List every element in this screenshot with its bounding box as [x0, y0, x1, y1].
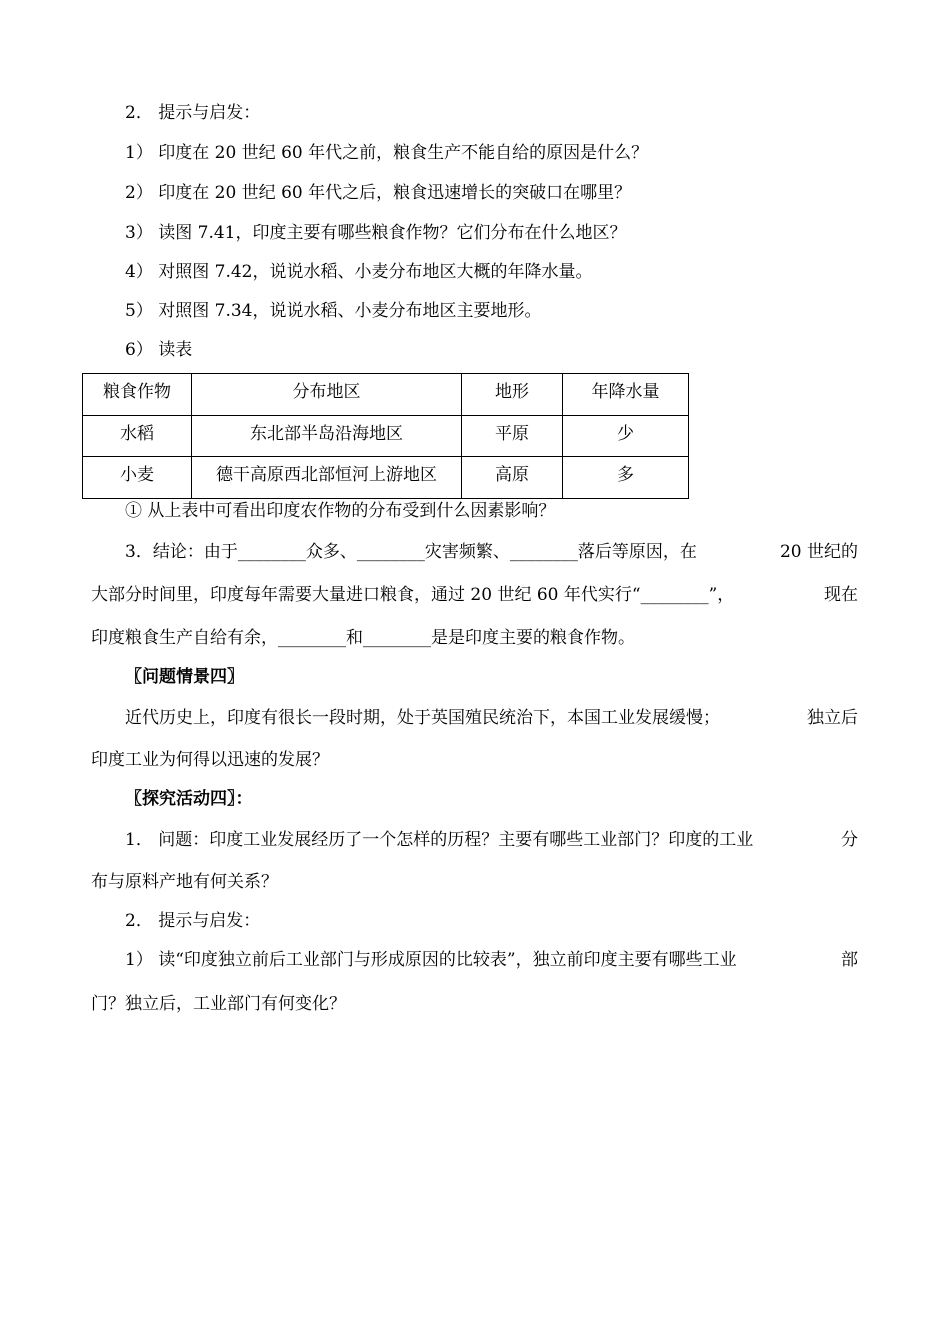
activity-text: 1． 问题：印度工业发展经历了一个怎样的历程？主要有哪些工业部门？印度的工业 — [125, 830, 754, 850]
activity-question-line-2: 布与原料产地有何关系？ — [91, 872, 278, 892]
table-row — [83, 416, 689, 457]
activity-text: 分 — [841, 830, 858, 850]
question-6: 6） 读表 — [125, 340, 193, 360]
conclusion-text: 3．结论：由于________众多、________灾害频繁、________落后等原因，在 — [125, 542, 697, 562]
table-cell: 小麦 — [83, 457, 192, 499]
table-question: ① 从上表中可看出印度农作物的分布受到什么因素影响？ — [125, 501, 556, 521]
scenario-title: 〖问题情景四〗 — [125, 667, 244, 687]
crop-distribution-table — [82, 373, 689, 499]
table-header-cell: 粮食作物 — [83, 374, 192, 416]
table-cell: 德干高原西北部恒河上游地区 — [192, 457, 462, 499]
conclusion-line-1 — [125, 541, 858, 563]
activity-question-line-1 — [125, 829, 858, 851]
conclusion-text: 大部分时间里，印度每年需要大量进口粮食，通过 20 世纪 60 年代实行“________”， — [91, 585, 735, 605]
table-header-cell: 分布地区 — [192, 374, 462, 416]
question-2: 2） 印度在 20 世纪 60 年代之后，粮食迅速增长的突破口在哪里？ — [125, 183, 632, 203]
activity-title: 〖探究活动四〗： — [125, 789, 253, 809]
scenario-line-2: 印度工业为何得以迅速的发展？ — [91, 750, 329, 770]
table-cell: 高原 — [462, 457, 563, 499]
activity-hints-heading: 2． 提示与启发： — [125, 911, 261, 931]
conclusion-line-3: 印度粮食生产自给有余，________和________是是印度主要的粮食作物。 — [91, 628, 635, 648]
table-header-row — [83, 374, 689, 416]
table-header-cell: 年降水量 — [563, 374, 689, 416]
table-header-cell: 地形 — [462, 374, 563, 416]
activity-hint-line-2: 门？独立后，工业部门有何变化？ — [91, 994, 346, 1014]
conclusion-text: 现在 — [824, 585, 858, 605]
scenario-text: 近代历史上，印度有很长一段时期，处于英国殖民统治下，本国工业发展缓慢； — [125, 708, 720, 728]
question-5: 5） 对照图 7.34，说说水稻、小麦分布地区主要地形。 — [125, 301, 542, 321]
table-cell: 多 — [563, 457, 689, 499]
table-row — [83, 457, 689, 499]
scenario-text: 独立后 — [807, 708, 858, 728]
scenario-line-1 — [125, 707, 858, 729]
conclusion-line-2 — [91, 584, 858, 606]
activity-text: 部 — [841, 950, 858, 970]
table-cell: 东北部半岛沿海地区 — [192, 416, 462, 457]
question-3: 3） 读图 7.41，印度主要有哪些粮食作物？它们分布在什么地区？ — [125, 223, 627, 243]
table-cell: 少 — [563, 416, 689, 457]
activity-text: 1） 读“印度独立前后工业部门与形成原因的比较表”，独立前印度主要有哪些工业 — [125, 950, 737, 970]
table-cell: 水稻 — [83, 416, 192, 457]
hints-heading: 2． 提示与启发： — [125, 103, 261, 123]
question-4: 4） 对照图 7.42，说说水稻、小麦分布地区大概的年降水量。 — [125, 262, 593, 282]
conclusion-text: 20 世纪的 — [779, 542, 858, 562]
table-cell: 平原 — [462, 416, 563, 457]
activity-hint-line-1 — [125, 949, 858, 971]
question-1: 1） 印度在 20 世纪 60 年代之前，粮食生产不能自给的原因是什么？ — [125, 143, 649, 163]
